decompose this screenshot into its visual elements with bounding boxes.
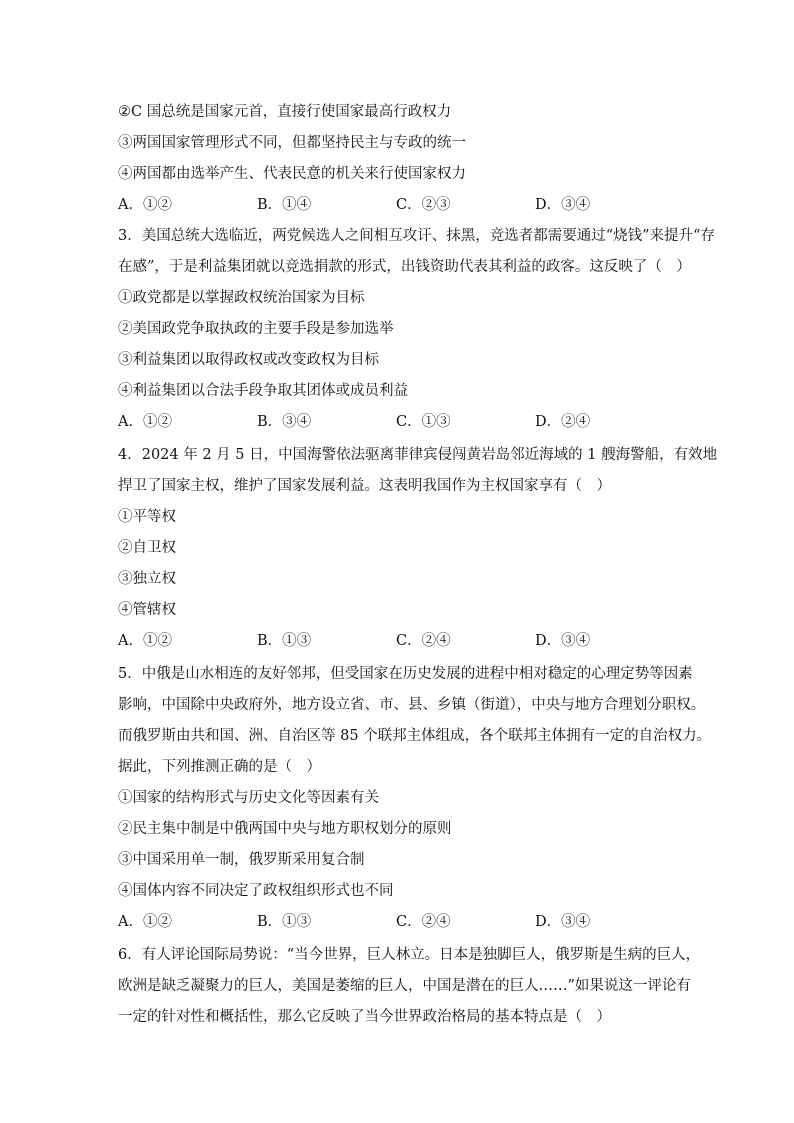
q3-item-4: ④利益集团以合法手段争取其团体或成员利益 (118, 383, 408, 399)
q4-option-a: A．①② (118, 633, 172, 649)
q2-item-2: ②C 国总统是国家元首，直接行使国家最高行政权力 (118, 104, 452, 120)
q5-option-a: A．①② (118, 914, 172, 930)
q3-option-a: A．①② (118, 414, 172, 430)
q5-stem-line-4: 据此，下列推测正确的是（ ） (118, 759, 321, 775)
q4-item-3: ③独立权 (118, 571, 176, 587)
q3-stem-line-2: 在感”，于是利益集团就以竞选捐款的形式，出钱资助代表其利益的政客。这反映了（ ） (118, 259, 691, 275)
q5-item-4: ④国体内容不同决定了政权组织形式也不同 (118, 883, 394, 899)
q4-item-4: ④管辖权 (118, 602, 176, 618)
q3-item-2: ②美国政党争取执政的主要手段是参加选举 (118, 321, 394, 337)
q5-stem-line-2: 影响，中国除中央政府外，地方设立省、市、县、乡镇（街道），中央与地方合理划分职权。 (118, 697, 706, 713)
q4-option-c: C．②④ (396, 633, 451, 649)
q3-item-3: ③利益集团以取得政权或改变政权为目标 (118, 352, 379, 368)
q5-stem-line-3: 而俄罗斯由共和国、洲、自治区等 85 个联邦主体组成，各个联邦主体拥有一定的自治权力。 (118, 728, 712, 744)
q4-item-2: ②自卫权 (118, 540, 176, 556)
q5-stem-line-1: 5．中俄是山水相连的友好邻邦，但受国家在历史发展的进程中相对稳定的心理定势等因素 (118, 666, 693, 682)
q5-item-2: ②民主集中制是中俄两国中央与地方职权划分的原则 (118, 821, 452, 837)
q4-option-d: D．③④ (535, 633, 591, 649)
q4-option-b: B．①③ (257, 633, 312, 649)
q5-option-d: D．③④ (535, 914, 591, 930)
q4-stem-line-1: 4．2024 年 2 月 5 日，中国海警依法驱离菲律宾侵闯黄岩岛邻近海域的 1 艘海警船，有效地 (118, 447, 718, 463)
q2-option-c: C．②③ (396, 197, 451, 213)
q3-option-b: B．③④ (257, 414, 312, 430)
q6-stem-line-3: 一定的针对性和概括性，那么它反映了当今世界政治格局的基本特点是（ ） (118, 1009, 611, 1025)
q2-option-a: A．①② (118, 197, 172, 213)
q3-item-1: ①政党都是以掌握政权统治国家为目标 (118, 290, 365, 306)
q2-option-d: D．③④ (535, 197, 591, 213)
q5-option-c: C．②④ (396, 914, 451, 930)
q4-stem-line-2: 捍卫了国家主权，维护了国家发展利益。这表明我国作为主权国家享有（ ） (118, 478, 611, 494)
q3-option-c: C．①③ (396, 414, 451, 430)
q4-item-1: ①平等权 (118, 509, 176, 525)
q2-item-3: ③两国国家管理形式不同，但都坚持民主与专政的统一 (118, 135, 466, 151)
q6-stem-line-1: 6．有人评论国际局势说：“当今世界，巨人林立。日本是独脚巨人，俄罗斯是生病的巨人， (118, 947, 701, 963)
q3-stem-line-1: 3．美国总统大选临近，两党候选人之间相互攻讦、抹黑，竞选者都需要通过“烧钱”来提升“存 (118, 228, 715, 244)
q6-stem-line-2: 欧洲是缺乏凝聚力的巨人，美国是萎缩的巨人，中国是潜在的巨人……”如果说这一评论有 (118, 978, 691, 994)
q5-item-1: ①国家的结构形式与历史文化等因素有关 (118, 790, 379, 806)
q5-item-3: ③中国采用单一制，俄罗斯采用复合制 (118, 852, 365, 868)
q3-option-d: D．②④ (535, 414, 591, 430)
q2-item-4: ④两国都由选举产生、代表民意的机关来行使国家权力 (118, 166, 466, 182)
q5-option-b: B．①③ (257, 914, 312, 930)
q2-option-b: B．①④ (257, 197, 312, 213)
